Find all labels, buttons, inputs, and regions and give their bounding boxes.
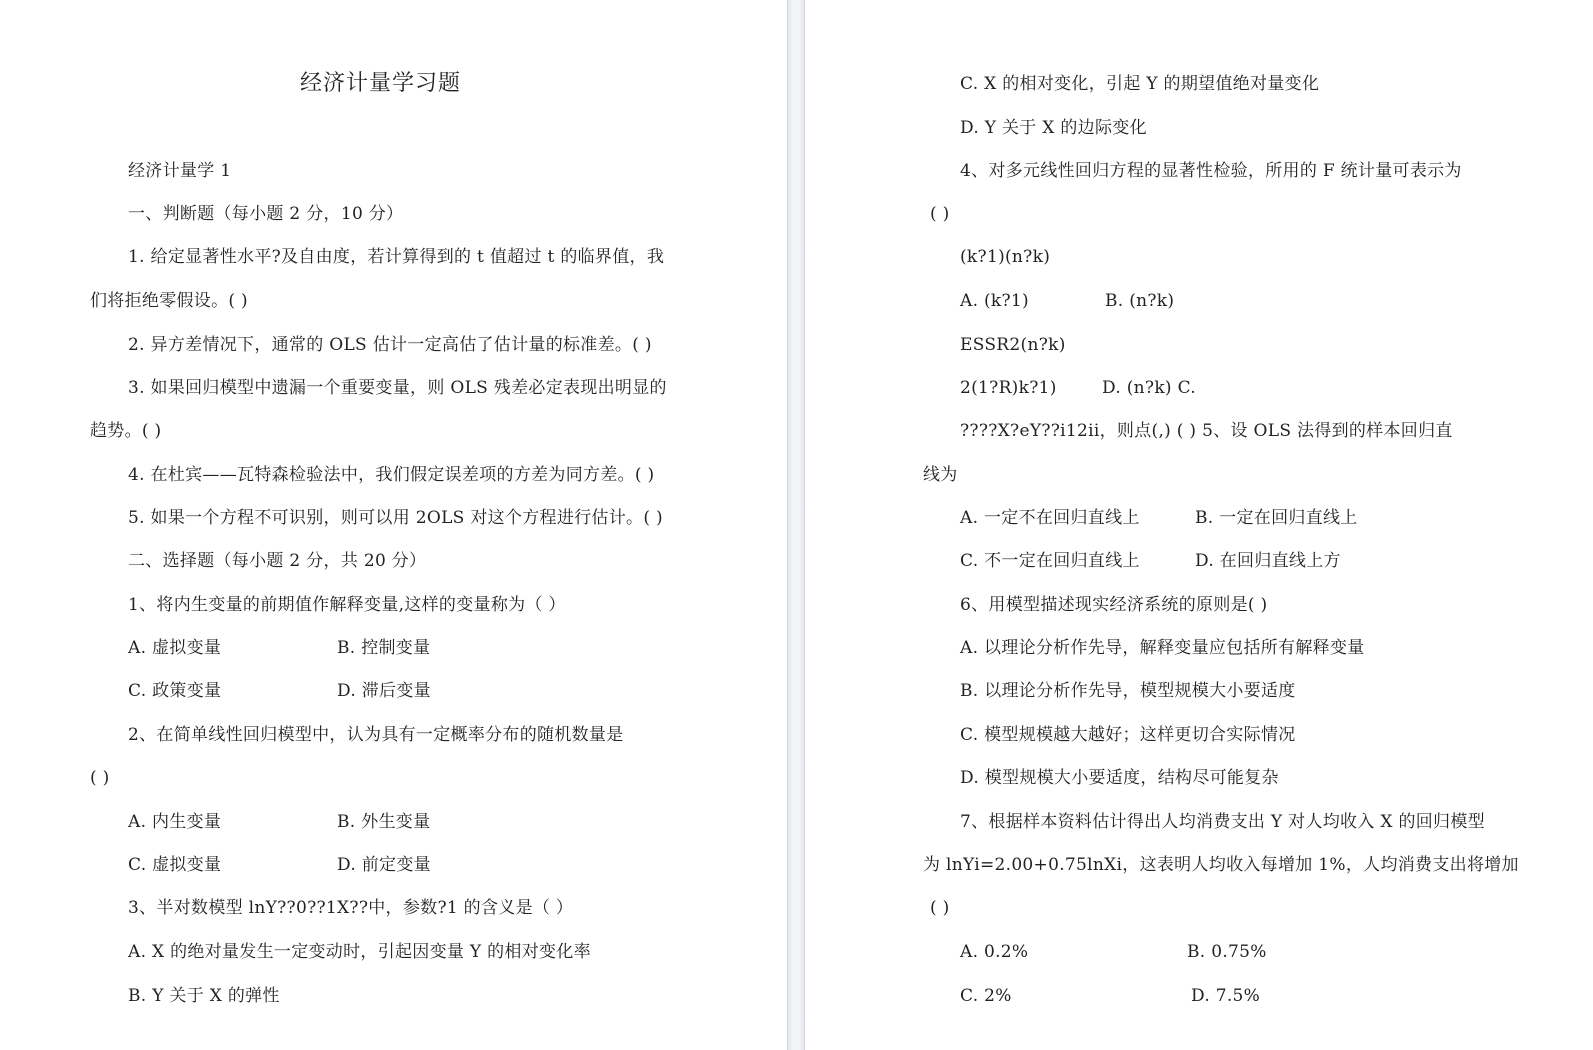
- option-d: D. (n?k) C.: [1102, 378, 1196, 398]
- option-c: C. X 的相对变化，引起 Y 的期望值绝对量变化: [960, 74, 1320, 94]
- question-text: 4. 在杜宾——瓦特森检验法中，我们假定误差项的方差为同方差。( ): [128, 465, 655, 485]
- option-b: B. 外生变量: [337, 812, 431, 832]
- question-text: ????X?eY??i12ii，则点(,) ( ) 5、设 OLS 法得到的样本回归直: [960, 421, 1453, 441]
- question-text: ( ): [930, 204, 950, 224]
- option-b: B. 一定在回归直线上: [1195, 508, 1358, 528]
- question-text: 6、用模型描述现实经济系统的原则是( ): [960, 595, 1268, 615]
- question-text: ( ): [930, 898, 950, 918]
- question-text: 2、在简单线性回归模型中，认为具有一定概率分布的随机数量是: [128, 725, 624, 745]
- section-heading: 经济计量学 1: [128, 161, 232, 181]
- formula-text: (k?1)(n?k): [960, 247, 1051, 267]
- option-b: B. 控制变量: [337, 638, 431, 658]
- question-text: 为 lnYi=2.00+0.75lnXi，这表明人均收入每增加 1%，人均消费支出将增加: [923, 855, 1519, 875]
- question-text: 7、根据样本资料估计得出人均消费支出 Y 对人均收入 X 的回归模型: [960, 812, 1485, 832]
- option-c: C. 不一定在回归直线上: [960, 551, 1140, 571]
- document-title: 经济计量学习题: [300, 71, 462, 96]
- option-d: D. 在回归直线上方: [1195, 551, 1341, 571]
- option-c: C. 2%: [960, 986, 1012, 1006]
- option-a: A. 内生变量: [128, 812, 222, 832]
- option-b: B. (n?k): [1105, 291, 1175, 311]
- option-a: A. (k?1): [960, 291, 1029, 311]
- option-d: D. Y 关于 X 的边际变化: [960, 118, 1147, 138]
- option-c: C. 模型规模越大越好；这样更切合实际情况: [960, 725, 1296, 745]
- question-text: 5. 如果一个方程不可识别，则可以用 2OLS 对这个方程进行估计。( ): [128, 508, 663, 528]
- option-c: C. 虚拟变量: [128, 855, 222, 875]
- question-text: 2. 异方差情况下，通常的 OLS 估计一定高估了估计量的标准差。( ): [128, 335, 652, 355]
- formula-text: ESSR2(n?k): [960, 335, 1066, 355]
- question-text: ( ): [90, 768, 110, 788]
- question-text: 3. 如果回归模型中遗漏一个重要变量，则 OLS 残差必定表现出明显的: [128, 378, 667, 398]
- option-d: D. 前定变量: [337, 855, 431, 875]
- option-b: B. 以理论分析作先导，模型规模大小要适度: [960, 681, 1296, 701]
- section-heading: 二、选择题（每小题 2 分，共 20 分）: [128, 551, 427, 571]
- question-text: 们将拒绝零假设。( ): [90, 291, 248, 311]
- option-a: A. 一定不在回归直线上: [960, 508, 1140, 528]
- formula-text: 2(1?R)k?1): [960, 378, 1057, 398]
- option-d: D. 7.5%: [1191, 986, 1261, 1006]
- option-c: C. 政策变量: [128, 681, 222, 701]
- option-a: A. 虚拟变量: [128, 638, 222, 658]
- question-text: 趋势。( ): [90, 421, 162, 441]
- question-text: 1. 给定显著性水平?及自由度，若计算得到的 t 值超过 t 的临界值，我: [128, 247, 665, 267]
- question-text: 4、对多元线性回归方程的显著性检验，所用的 F 统计量可表示为: [960, 161, 1462, 181]
- option-b: B. Y 关于 X 的弹性: [128, 986, 280, 1006]
- option-a: A. 以理论分析作先导，解释变量应包括所有解释变量: [960, 638, 1365, 658]
- option-b: B. 0.75%: [1187, 942, 1267, 962]
- option-a: A. 0.2%: [960, 942, 1029, 962]
- option-d: D. 滞后变量: [337, 681, 431, 701]
- option-d: D. 模型规模大小要适度，结构尽可能复杂: [960, 768, 1279, 788]
- page-gutter: [787, 0, 805, 1050]
- option-a: A. X 的绝对量发生一定变动时，引起因变量 Y 的相对变化率: [128, 942, 591, 962]
- right-page: [805, 0, 1593, 1050]
- left-page: [0, 0, 787, 1050]
- question-text: 1、将内生变量的前期值作解释变量,这样的变量称为（ ）: [128, 595, 566, 615]
- section-heading: 一、判断题（每小题 2 分，10 分）: [128, 204, 404, 224]
- question-text: 线为: [923, 465, 958, 485]
- question-text: 3、半对数模型 lnY??0??1X??中，参数?1 的含义是（ ）: [128, 898, 574, 918]
